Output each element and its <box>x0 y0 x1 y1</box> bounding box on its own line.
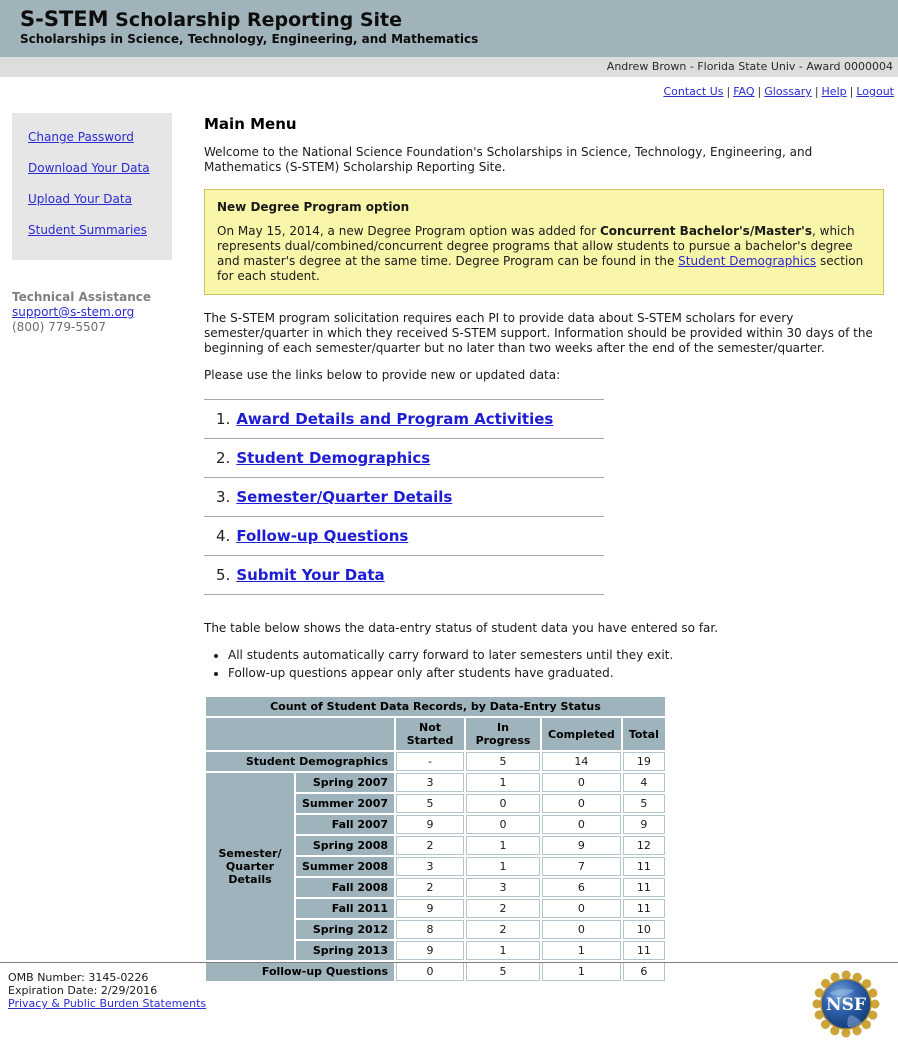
welcome-paragraph: Welcome to the National Science Foundation's Scholarships in Science, Technology, Engineering, and Mathematics (S-STEM) Scholarship Reporting Site. <box>204 145 813 174</box>
cell: 1 <box>466 836 540 855</box>
cell: 1 <box>466 773 540 792</box>
user-info-bar <box>0 57 898 77</box>
cell: 10 <box>623 920 665 939</box>
table-header-row <box>206 718 665 750</box>
menu-link-semester-quarter-details[interactable]: Semester/Quarter Details <box>236 488 453 506</box>
top-nav <box>0 77 898 105</box>
empty-header-cell <box>206 718 394 750</box>
cell: 11 <box>623 899 665 918</box>
cell: 2 <box>466 920 540 939</box>
cell: 9 <box>396 899 464 918</box>
cell: 12 <box>623 836 665 855</box>
row-label: Spring 2007 <box>296 773 394 792</box>
cell: 0 <box>542 794 621 813</box>
cell: 6 <box>542 878 621 897</box>
main-content <box>204 105 884 983</box>
list-item <box>204 477 604 516</box>
item-number: 5. <box>216 566 231 584</box>
notice-title: New Degree Program option <box>217 200 410 214</box>
row-label-student-demographics: Student Demographics <box>206 752 394 771</box>
table-intro: The table below shows the data-entry status of student data you have entered so far. <box>204 621 719 635</box>
cell: 7 <box>542 857 621 876</box>
column-header-not-started: Not Started <box>396 718 464 750</box>
info-bullets <box>228 648 884 681</box>
list-item <box>204 516 604 555</box>
nav-link-help[interactable]: Help <box>821 85 847 98</box>
cell: 0 <box>466 794 540 813</box>
cell: 9 <box>542 836 621 855</box>
notice-student-demographics-link[interactable]: Student Demographics <box>678 254 817 268</box>
svg-text:NSF: NSF <box>826 995 866 1015</box>
cell: 5 <box>466 752 540 771</box>
menu-link-follow-up-questions[interactable]: Follow-up Questions <box>236 527 409 545</box>
menu-link-student-demographics[interactable]: Student Demographics <box>236 449 431 467</box>
cell: 11 <box>623 878 665 897</box>
list-divider <box>204 594 604 595</box>
site-header <box>0 0 898 57</box>
bullet-item: • Follow-up questions appear only after students have graduated. <box>228 666 884 681</box>
column-header-in-progress: In Progress <box>466 718 540 750</box>
site-title <box>20 8 898 31</box>
tech-assistance-email-link[interactable]: support@s-stem.org <box>12 305 135 319</box>
cell: 0 <box>542 815 621 834</box>
row-label: Spring 2012 <box>296 920 394 939</box>
sidebar-links-box <box>12 113 172 260</box>
site-title-rest: Scholarship Reporting Site <box>108 9 402 31</box>
nav-link-glossary[interactable]: Glossary <box>764 85 812 98</box>
notice-body-text: section for each student. <box>217 254 864 283</box>
row-label: Fall 2008 <box>296 878 394 897</box>
item-number: 4. <box>216 527 231 545</box>
cell: 19 <box>623 752 665 771</box>
table-row <box>206 773 665 792</box>
row-label-follow-up-questions: Follow-up Questions <box>206 962 394 981</box>
cell: 9 <box>623 815 665 834</box>
cell: - <box>396 752 464 771</box>
column-header-completed: Completed <box>542 718 621 750</box>
new-degree-program-notice <box>204 189 884 295</box>
row-label: Fall 2007 <box>296 815 394 834</box>
list-item <box>204 399 604 438</box>
row-label: Summer 2007 <box>296 794 394 813</box>
notice-body-text: , which represents dual/combined/concurrent degree programs that allow students to pursue a bachelor's degree and master's degree at the same time. Degree Program can be found in the <box>217 224 855 268</box>
cell: 4 <box>623 773 665 792</box>
item-number: 1. <box>216 410 231 428</box>
menu-link-award-details[interactable]: Award Details and Program Activities <box>236 410 554 428</box>
item-number: 2. <box>216 449 231 467</box>
nsf-logo <box>810 967 882 1042</box>
cell: 5 <box>466 962 540 981</box>
row-label: Spring 2008 <box>296 836 394 855</box>
tech-assistance-title: Technical Assistance <box>12 290 152 304</box>
sidebar <box>12 113 172 334</box>
row-label: Fall 2011 <box>296 899 394 918</box>
tech-assistance <box>12 290 172 334</box>
nav-link-faq[interactable]: FAQ <box>733 85 755 98</box>
user-award-info: Andrew Brown - Florida State Univ - Award 0000004 <box>606 60 893 73</box>
cell: 2 <box>396 836 464 855</box>
site-subtitle: Scholarships in Science, Technology, Engineering, and Mathematics <box>20 32 479 46</box>
nav-separator: | <box>814 85 819 98</box>
nav-separator: | <box>757 85 762 98</box>
nav-separator: | <box>849 85 854 98</box>
cell: 3 <box>466 878 540 897</box>
cell: 9 <box>396 815 464 834</box>
sidebar-link-download-your-data[interactable]: Download Your Data <box>28 161 150 175</box>
nsf-logo-icon <box>810 967 882 1039</box>
table-title: Count of Student Data Records, by Data-Entry Status <box>206 697 665 716</box>
tech-assistance-phone: (800) 779-5507 <box>12 320 106 334</box>
footer <box>0 962 898 1015</box>
omb-number: OMB Number: 3145-0226 <box>8 971 149 984</box>
list-item <box>204 555 604 594</box>
notice-bold-text: Concurrent Bachelor's/Master's <box>600 224 812 238</box>
cell: 3 <box>396 773 464 792</box>
site-name: S-STEM <box>20 7 109 31</box>
cell: 0 <box>396 962 464 981</box>
notice-body-text: On May 15, 2014, a new Degree Program option was added for <box>217 224 600 238</box>
bullet-item: • All students automatically carry forward to later semesters until they exit. <box>228 648 884 663</box>
privacy-statements-link[interactable]: Privacy & Public Burden Statements <box>8 997 207 1010</box>
cell: 0 <box>542 899 621 918</box>
page-title: Main Menu <box>204 115 297 133</box>
cell: 11 <box>623 857 665 876</box>
cell: 5 <box>396 794 464 813</box>
cell: 8 <box>396 920 464 939</box>
column-header-total: Total <box>623 718 665 750</box>
solicitation-paragraph: The S-STEM program solicitation requires each PI to provide data about S-STEM scholars for every semester/quarter in which they received S-STEM support. Information should be provided within 30 days of the beginning of each semester/quarter but no later than two weeks after the end of the semester/quarter. <box>204 311 873 355</box>
cell: 11 <box>623 941 665 960</box>
cell: 0 <box>466 815 540 834</box>
sidebar-link-student-summaries[interactable]: Student Summaries <box>28 223 147 237</box>
list-item <box>204 438 604 477</box>
item-number: 3. <box>216 488 231 506</box>
cell: 1 <box>466 857 540 876</box>
cell: 5 <box>623 794 665 813</box>
cell: 3 <box>396 857 464 876</box>
cell: 2 <box>396 878 464 897</box>
nav-link-contact-us[interactable]: Contact Us <box>663 85 724 98</box>
status-table <box>204 695 667 983</box>
nav-separator: | <box>726 85 731 98</box>
table-row <box>206 752 665 771</box>
cell: 0 <box>542 920 621 939</box>
row-label: Spring 2013 <box>296 941 394 960</box>
table-title-row <box>206 697 665 716</box>
cell: 14 <box>542 752 621 771</box>
cell: 0 <box>542 773 621 792</box>
sidebar-link-change-password[interactable]: Change Password <box>28 130 134 144</box>
row-label: Summer 2008 <box>296 857 394 876</box>
row-group-label-semester-quarter-details: Semester/ Quarter Details <box>206 773 294 960</box>
links-intro: Please use the links below to provide new or updated data: <box>204 368 561 382</box>
cell: 9 <box>396 941 464 960</box>
notice-body <box>217 224 871 284</box>
cell: 6 <box>623 962 665 981</box>
expiration-date: Expiration Date: 2/29/2016 <box>8 984 158 997</box>
cell: 2 <box>466 899 540 918</box>
sidebar-link-upload-your-data[interactable]: Upload Your Data <box>28 192 132 206</box>
cell: 1 <box>542 941 621 960</box>
main-menu-list <box>204 399 604 595</box>
menu-link-submit-your-data[interactable]: Submit Your Data <box>236 566 385 584</box>
cell: 1 <box>542 962 621 981</box>
cell: 1 <box>466 941 540 960</box>
nav-link-logout[interactable]: Logout <box>856 85 894 98</box>
